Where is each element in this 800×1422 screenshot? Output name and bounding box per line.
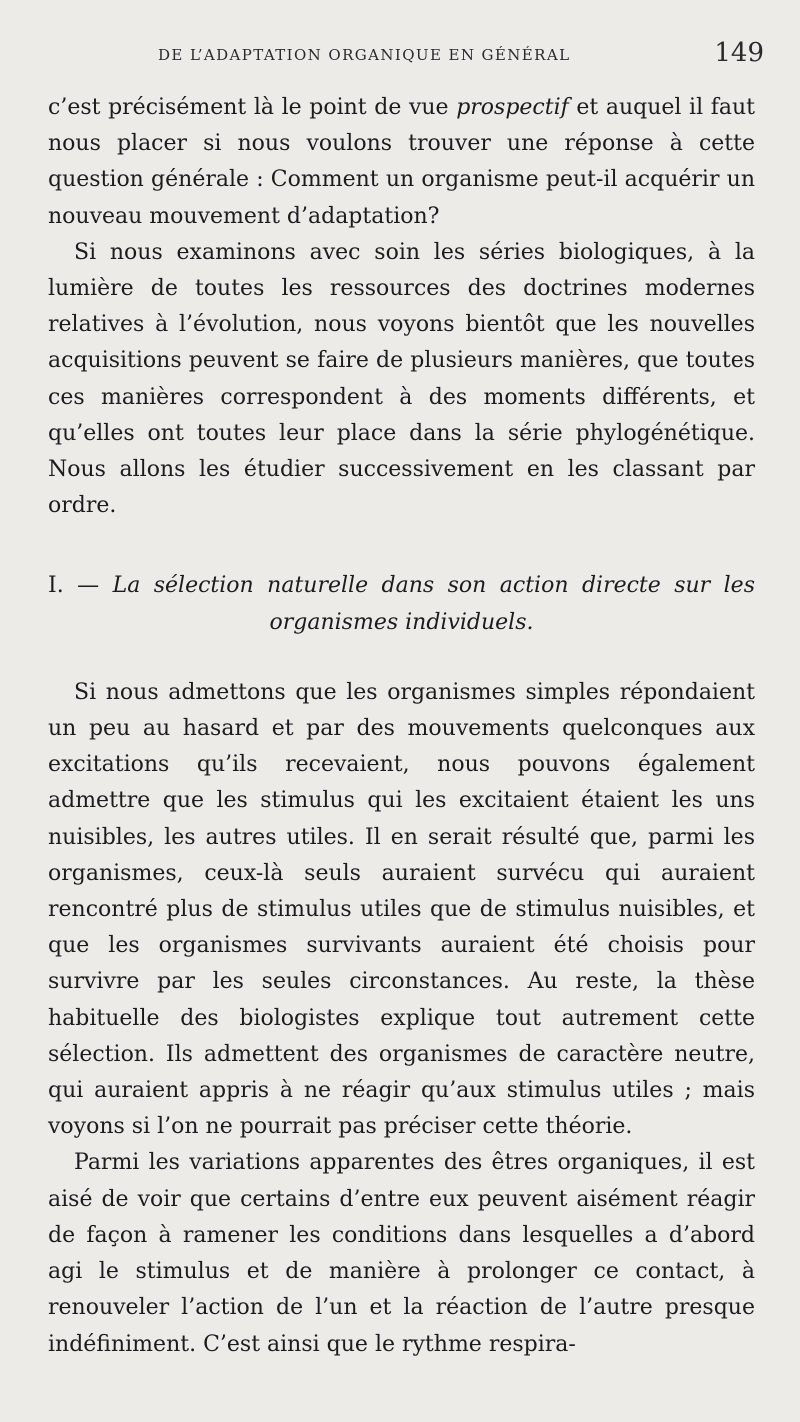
section-heading-line-1 xyxy=(48,568,755,604)
running-title: DE L’ADAPTATION ORGANIQUE EN GÉNÉRAL xyxy=(158,46,571,64)
paragraph-4: Parmi les variations apparentes des êtres organiques, il est aisé de voir que certains d’entre eux peuvent aisément réagir de façon à ramener les conditions dans lesquelles a d’abord agi le stimulus et de manière à prolonger ce contact, à renouveler l’action de l’un et la réaction de l’autre presque indéfiniment. C’est ainsi que le rythme respira- xyxy=(48,1150,755,1357)
paragraph-2: Si nous examinons avec soin les séries biologiques, à la lumière de toutes les ressources des doctrines modernes relatives à l’évolution, nous voyons bientôt que les nouvelles acquisitions peuvent se faire de plusieurs manières, que toutes ces manières correspondent à des moments différents, et qu’elles ont toutes leur place dans la série phylogénétique. Nous allons les étudier successivement en les classant par ordre. xyxy=(48,239,755,519)
section-number: I. xyxy=(48,573,64,599)
paragraph-3: Si nous admettons que les organismes simples répondaient un peu au hasard et par des mouvements quelconques aux excitations qu’ils recevaient, nous pouvons également admettre que les stimulus qui les excitaient étaient les uns nuisibles, les autres utiles. Il en serait résulté que, parmi les organismes, ceux-là seuls auraient survécu qui auraient rencontré plus de stimulus utiles que de stimulus nuisibles, et que les organismes survivants auraient été choisis pour survivre par les seules circonstances. Au reste, la thèse habituelle des biologistes explique tout autrement cette sélection. Ils admettent des organismes de caractère neutre, qui auraient appris à ne réagir qu’aux stimulus utiles ; mais voyons si l’on ne pourrait pas préciser cette théorie. xyxy=(48,679,755,1140)
page-number: 149 xyxy=(714,38,764,68)
section-title-line-1: La sélection naturelle dans son action directe sur les xyxy=(112,573,755,599)
paragraph-1 xyxy=(48,90,755,235)
paragraph-1-end: et auquel il faut nous placer si nous voulons trouver une réponse à cette question générale : Comment un organisme peut-il acquérir un nouveau mouvement d’adaptation? xyxy=(48,95,755,229)
section-title-line-2: organismes individuels. xyxy=(269,609,534,635)
body-text xyxy=(48,90,755,1363)
section-heading xyxy=(48,568,755,640)
emphasis-prospectif: prospectif xyxy=(456,95,569,120)
paragraph-1-start: c’est précisément là le point de vue xyxy=(48,95,457,120)
running-header xyxy=(48,38,764,78)
section-dash: — xyxy=(63,573,113,599)
